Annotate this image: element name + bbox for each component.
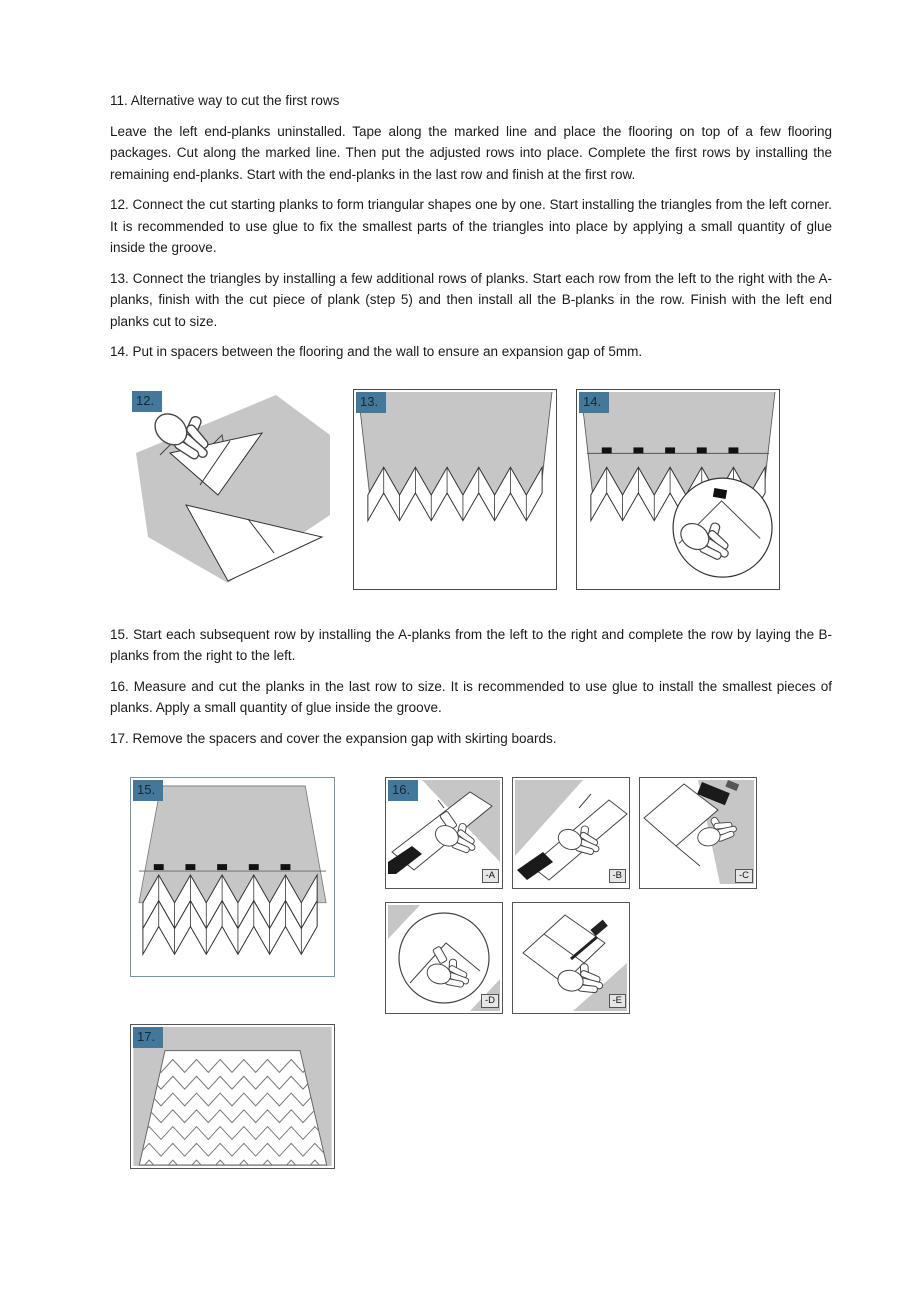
figure-13-label: 13.	[356, 392, 386, 413]
step-13-text: 13. Connect the triangles by installing a few additional rows of planks. Start each row from the left to the right with the A-planks, finish with the cut piece of plank (step 5) and then install all the B-planks in the row. Finish with the left end planks cut to size.	[110, 270, 832, 329]
step-16-text: 16. Measure and cut the planks in the last row to size. It is recommended to use glue to install the smallest pieces of planks. Apply a small quantity of glue inside the groove.	[110, 678, 832, 715]
figure-13	[353, 389, 557, 590]
figure-16b	[512, 777, 630, 889]
figure-row-15-16	[130, 777, 832, 1014]
step-15-text: 15. Start each subsequent row by installing the A-planks from the left to the right and complete the row by laying the B-planks from the right to the left.	[110, 626, 832, 663]
figure-14-illustration	[577, 390, 779, 589]
figure-17	[130, 1024, 335, 1169]
figure-16-group	[385, 777, 757, 1014]
figure-15-illustration	[131, 778, 334, 976]
figure-16a-label: -A	[482, 869, 500, 883]
figure-12-illustration	[130, 389, 334, 590]
step-14-text: 14. Put in spacers between the flooring and the wall to ensure an expansion gap of 5mm.	[110, 344, 643, 359]
figure-15-label: 15.	[133, 780, 163, 801]
figure-16c-label: -C	[735, 869, 753, 883]
figure-16c	[639, 777, 757, 889]
figure-16-label: 16.	[388, 780, 418, 801]
figure-15	[130, 777, 335, 977]
figure-17-row	[130, 1024, 832, 1169]
figure-16d-label: -D	[481, 994, 499, 1008]
figure-13-illustration	[354, 390, 556, 589]
figure-row-12-14	[130, 389, 832, 590]
figure-16e-label: -E	[609, 994, 627, 1008]
figure-12	[130, 389, 334, 590]
figure-16a	[385, 777, 503, 889]
step-12-text: 12. Connect the cut starting planks to form triangular shapes one by one. Start installing the triangles from the left corner. It is recommended to use glue to fix the smallest parts of the triangles into place by applying a small quantity of glue inside the groove.	[110, 197, 832, 255]
step-17-text: 17. Remove the spacers and cover the expansion gap with skirting boards.	[110, 730, 557, 746]
figure-14	[576, 389, 780, 590]
step-11-heading: 11. Alternative way to cut the first rows	[110, 93, 340, 108]
figure-14-label: 14.	[579, 392, 609, 413]
figure-16d	[385, 902, 503, 1014]
figure-16e	[512, 902, 630, 1014]
figure-17-label: 17.	[133, 1027, 163, 1048]
step-11-body: Leave the left end-planks uninstalled. Tape along the marked line and place the flooring on top of a few flooring packages. Cut along the marked line. Then put the adjusted rows into place. Complete the first rows by installing the remaining end-planks. Start with the end-planks in the last row and finish at the first row.	[110, 123, 832, 182]
figure-12-label: 12.	[132, 391, 162, 412]
figure-16b-label: -B	[609, 869, 627, 883]
